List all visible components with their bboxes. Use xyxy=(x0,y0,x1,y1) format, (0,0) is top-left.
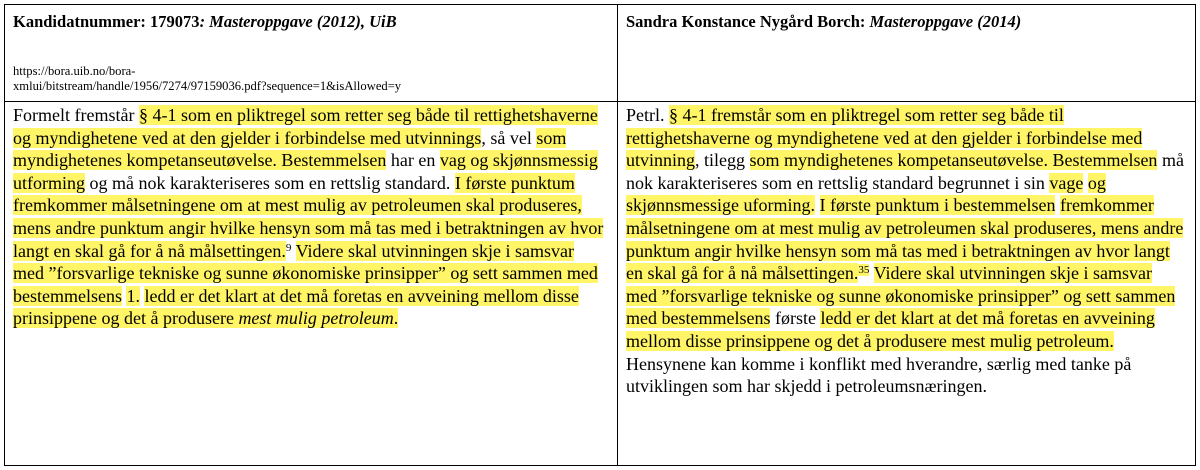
highlighted-text: myndighetenes kompetanseutøvelse. Bestemmelsen xyxy=(13,150,387,171)
highlighted-text: . xyxy=(393,308,399,329)
highlighted-text: ledd er det klart at det må foretas en avveining mellom disse prinsippene og det å produsere xyxy=(13,285,579,329)
text-segment: Hensynene kan komme i konflikt med hverandre, særlig med tanke på utviklingen som har skjedd i petroleumsnæringen. xyxy=(626,353,1132,397)
highlighted-text: som xyxy=(536,127,567,148)
highlighted-text: vage xyxy=(1049,172,1084,193)
left-title-plain: Kandidatnummer: 179073 xyxy=(13,12,200,31)
comparison-table xyxy=(4,4,1196,466)
footnote-ref: 9 xyxy=(285,241,292,254)
source-url[interactable] xyxy=(13,64,609,94)
highlighted-text: fremkommer målsetningene om at mest mulig av petroleumen skal produseres, mens andre punktum angir hvilke hensyn som må tas med i betraktningen av hvor langt en skal gå for å nå målsettingen. xyxy=(626,195,1184,284)
highlighted-text: vag og skjønnsmessig utforming xyxy=(13,150,598,193)
text-segment xyxy=(815,195,820,215)
highlighted-text: ledd er det klart at det må foretas en avveining mellom disse prinsippene og det å produsere mest mulig petroleum. xyxy=(626,308,1155,351)
highlighted-text: mest mulig petroleum xyxy=(238,308,394,329)
text-segment xyxy=(869,263,873,283)
source-url-line-1[interactable]: https://bora.uib.no/bora- xyxy=(13,64,136,78)
right-title-plain: Sandra Konstance Nygård Borch: xyxy=(626,12,870,31)
right-paragraph xyxy=(626,104,1187,398)
body-row xyxy=(5,102,1196,466)
highlighted-text: I første punktum fremkommer målsetningene om at mest mulig av petroleumen skal produseres, mens andre punktum angir hvilke hensyn som må tas med i betraktningen av hvor langt en skal gå for å nå målsettingen. xyxy=(13,172,604,261)
right-body-cell xyxy=(618,102,1196,466)
text-segment: må nok karakteriseres som en rettslig standard begrunnet i sin xyxy=(626,150,1184,193)
highlighted-text: som myndighetenes kompetanseutøvelse. Bestemmelsen xyxy=(749,150,1158,171)
text-segment: har en xyxy=(386,150,440,171)
text-segment: , tilegg xyxy=(695,150,750,171)
highlighted-text: § 4-1 som en pliktregel som retter seg både til rettighetshaverne og myndighetene ved at den gjelder i forbindelse med utvinnings xyxy=(13,105,598,148)
text-segment: , så vel xyxy=(481,127,537,148)
highlighted-text: I første punktum i bestemmelsen xyxy=(819,195,1056,216)
highlighted-text: og skjønnsmessige uforming. xyxy=(626,172,1106,216)
text-segment: Petrl. xyxy=(626,105,669,125)
right-title xyxy=(626,12,1187,32)
highlighted-text: Videre skal utvinningen skje i samsvar med ”forsvarlige tekniske og sunne økonomiske prinsipper” og sett sammen med bestemmelsens xyxy=(13,240,598,306)
text-segment: og må nok karakteriseres som en rettslig standard. xyxy=(85,172,455,193)
right-header-cell xyxy=(618,5,1196,102)
left-paragraph xyxy=(13,104,609,330)
footnote-ref: 35 xyxy=(858,264,870,277)
text-segment: første xyxy=(770,308,821,329)
highlighted-text: § 4-1 fremstår som en pliktregel som retter seg både til rettighetshaverne og myndighetene ved at den gjelder i forbindelse med utvinning xyxy=(626,105,1143,171)
text-segment xyxy=(291,241,295,261)
text-segment: Formelt fremstår xyxy=(13,105,139,125)
left-header-cell xyxy=(5,5,618,102)
left-body-cell xyxy=(5,102,618,466)
highlighted-text: 1. xyxy=(126,285,140,306)
left-title-italic: : Masteroppgave (2012), UiB xyxy=(199,12,397,31)
left-title xyxy=(13,12,609,32)
header-row xyxy=(5,5,1196,102)
right-title-italic: Masteroppgave (2014) xyxy=(869,12,1022,31)
source-url-line-2[interactable]: xmlui/bitstream/handle/1956/7274/97159036.pdf?sequence=1&isAllowed=y xyxy=(13,79,402,93)
highlighted-text: Videre skal utvinningen skje i samsvar med ”forsvarlige tekniske og sunne økonomiske prinsipper” og sett sammen med bestemmelsens xyxy=(626,263,1176,329)
